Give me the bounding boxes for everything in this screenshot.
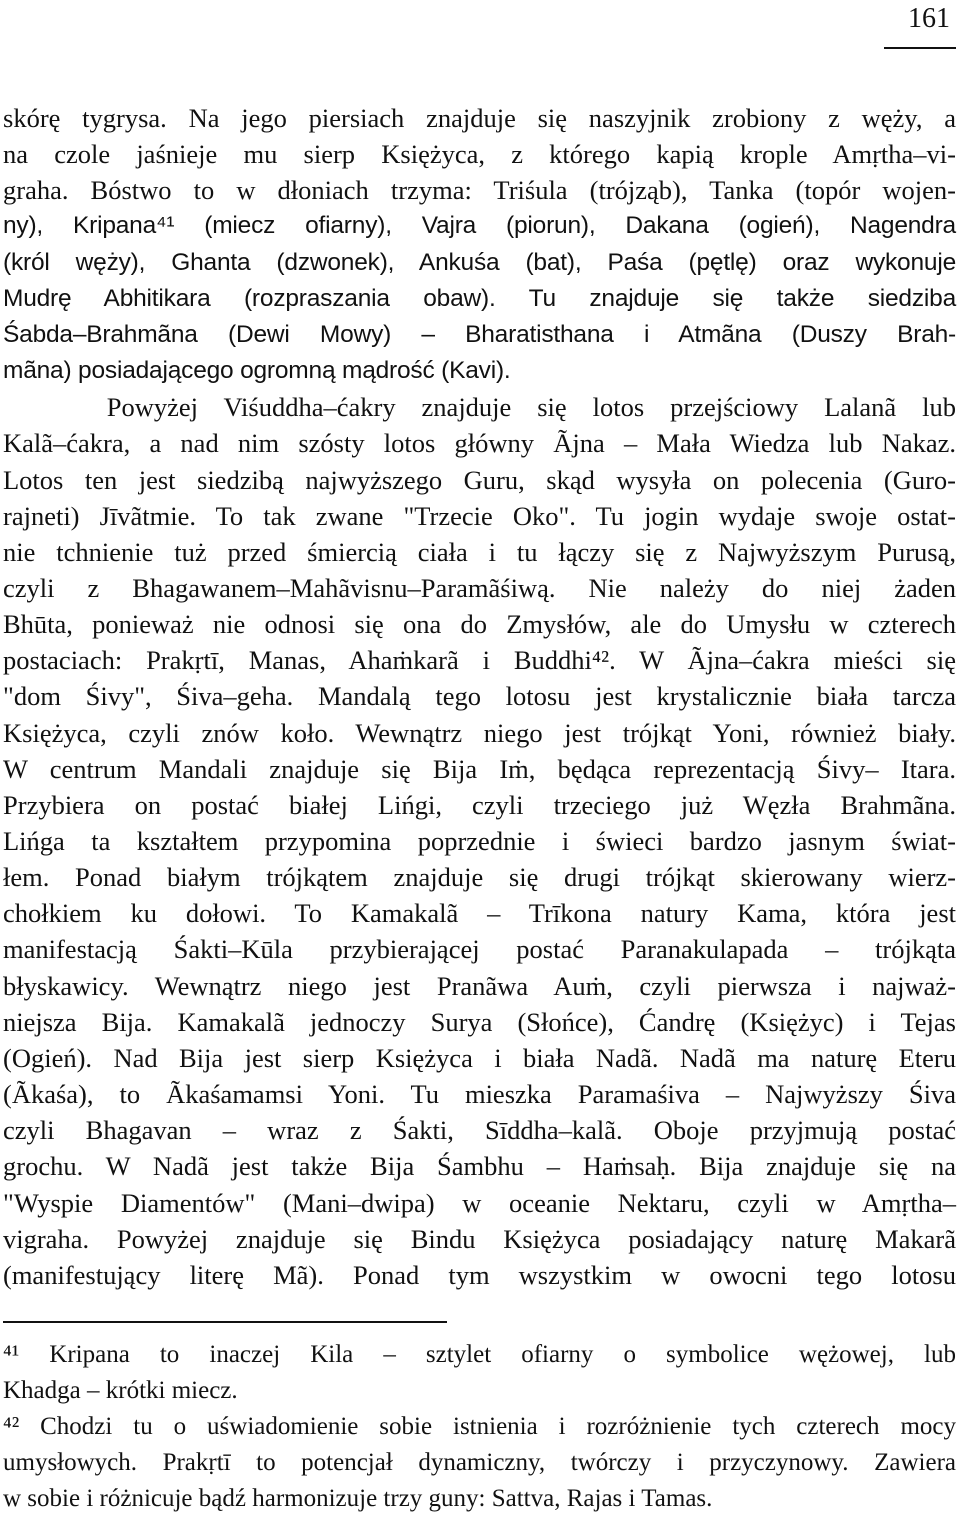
text-line: nie tchnienie tuż przed śmiercią ciała i tu łączy się z Najwyższym Purusą, — [3, 536, 956, 567]
text-line: graha. Bóstwo to w dłoniach trzyma: Triśula (trójząb), Tanka (topór wojen- — [3, 175, 956, 206]
text-line: rajneti) Jīvãtmie. To tak zwane "Trzecie Oko". Tu jogin wydaje swoje ostat- — [3, 500, 956, 531]
page-number-rule — [884, 47, 956, 49]
text-line: "Wyspie Diamentów" (Mani–dwipa) w oceanie Nektaru, czyli w Amṛtha– — [3, 1187, 956, 1218]
text-line: na czole jaśnieje mu sierp Księżyca, z którego kapią krople Amṛtha–vi- — [3, 139, 956, 170]
text-line: Kalã–ćakra, a nad nim szósty lotos główny Ãjna – Mała Wiedza lub Nakaz. — [3, 428, 956, 459]
text-line: mãna) posiadającego ogromną mądrość (Kavi). — [3, 357, 511, 385]
text-line: czyli z Bhagawanem–Mahãvisnu–Paramãśiwą. Nie należy do niej żaden — [3, 572, 956, 603]
text-line: Lińga ta kształtem przypomina poprzednie i świeci bardzo jasnym świat- — [3, 826, 956, 856]
text-line: skórę tygrysa. Na jego piersiach znajduje się naszyjnik zrobiony z węży, a — [3, 103, 956, 133]
footnote-line: umysłowych. Prakṛtī to potencjał dynamiczny, twórczy i przyczynowy. Zawiera — [3, 1449, 956, 1476]
text-line: błyskawicy. Wewnątrz niego jest Pranãwa Auṁ, czyli pierwsza i najważ- — [3, 970, 956, 1001]
footnote-line: ⁴¹ Kripana to inaczej Kila – sztylet ofiarny o symbolice wężowej, lub — [3, 1341, 956, 1368]
text-line: (Ogień). Nad Bija jest sierp Księżyca i biała Nadã. Nadã ma naturę Eteru — [3, 1042, 956, 1073]
text-line: Mudrę Abhitikara (rozpraszania obaw). Tu znajduje się także siedziba — [3, 284, 956, 312]
text-line: ny), Kripana⁴¹ (miecz ofiarny), Vajra (piorun), Dakana (ogień), Nagendra — [3, 212, 956, 240]
text-line: "dom Śivy", Śiva–geha. Mandalą tego lotosu jest krystalicznie biała tarcza — [3, 681, 956, 712]
text-line: czyli Bhagavan – wraz z Śakti, Sīddha–kalã. Oboje przyjmują postać — [3, 1115, 956, 1146]
text-line: grochu. W Nadã jest także Bija Śambhu – Haṁsaḥ. Bija znajduje się na — [3, 1151, 956, 1182]
text-line: postaciach: Prakṛtī, Manas, Ahaṁkarã i Buddhi⁴². W Ãjna–ćakra mieści się — [3, 645, 956, 676]
page-number: 161 — [908, 3, 950, 34]
text-line: Śabda–Brahmãna (Dewi Mowy) – Bharatisthana i Atmãna (Duszy Brah- — [3, 320, 956, 348]
text-line: (manifestujący literę Mã). Ponad tym wszystkim w owocni tego lotosu — [3, 1259, 956, 1290]
text-line: Bhūta, ponieważ nie odnosi się ona do Zmysłów, ale do Umysłu w czterech — [3, 609, 956, 640]
text-line: Lotos ten jest siedzibą najwyższego Guru, skąd wysyła on polecenia (Guro- — [3, 464, 956, 495]
footnote-line: Khadga – krótki miecz. — [3, 1377, 238, 1404]
footnote-line: w sobie i różnicuje bądź harmonizuje trzy guny: Sattva, Rajas i Tamas. — [3, 1485, 713, 1512]
text-line: W centrum Mandali znajduje się Bija Iṁ, będąca reprezentacją Śivy– Itara. — [3, 753, 956, 784]
footnote-line: ⁴² Chodzi tu o uświadomienie sobie istnienia i rozróżnienie tych czterech mocy — [3, 1413, 956, 1440]
text-line: Przybiera on postać białej Lińgi, czyli trzeciego już Węzła Brahmãna. — [3, 789, 956, 820]
text-line: niejsza Bija. Kamakalã jednoczy Surya (Słońce), Ćandrę (Księżyc) i Tejas — [3, 1006, 956, 1037]
text-line: Księżyca, czyli znów koło. Wewnątrz niego jest trójkąt Yoni, również biały. — [3, 717, 956, 748]
text-line: (Ãkaśa), to Ãkaśamamsi Yoni. Tu mieszka Paramaśiva – Najwyższy Śiva — [3, 1079, 956, 1110]
text-line: Powyżej Viśuddha–ćakry znajduje się lotos przejściowy Lalanã lub — [3, 392, 956, 423]
text-line: chołkiem ku dołowi. To Kamakalã – Trīkona natury Kama, która jest — [3, 898, 956, 929]
text-line: vigraha. Powyżej znajduje się Bindu Księżyca posiadający naturę Makarã — [3, 1223, 956, 1254]
text-line: łem. Ponad białym trójkątem znajduje się drugi trójkąt skierowany wierz- — [3, 862, 956, 893]
text-line: (król węży), Ghanta (dzwonek), Ankuśa (bat), Paśa (pętlę) oraz wykonuje — [3, 248, 956, 276]
footnote-separator — [3, 1321, 447, 1323]
text-line: manifestacją Śakti–Kūla przybierającej postać Paranakulapada – trójkąta — [3, 934, 956, 965]
